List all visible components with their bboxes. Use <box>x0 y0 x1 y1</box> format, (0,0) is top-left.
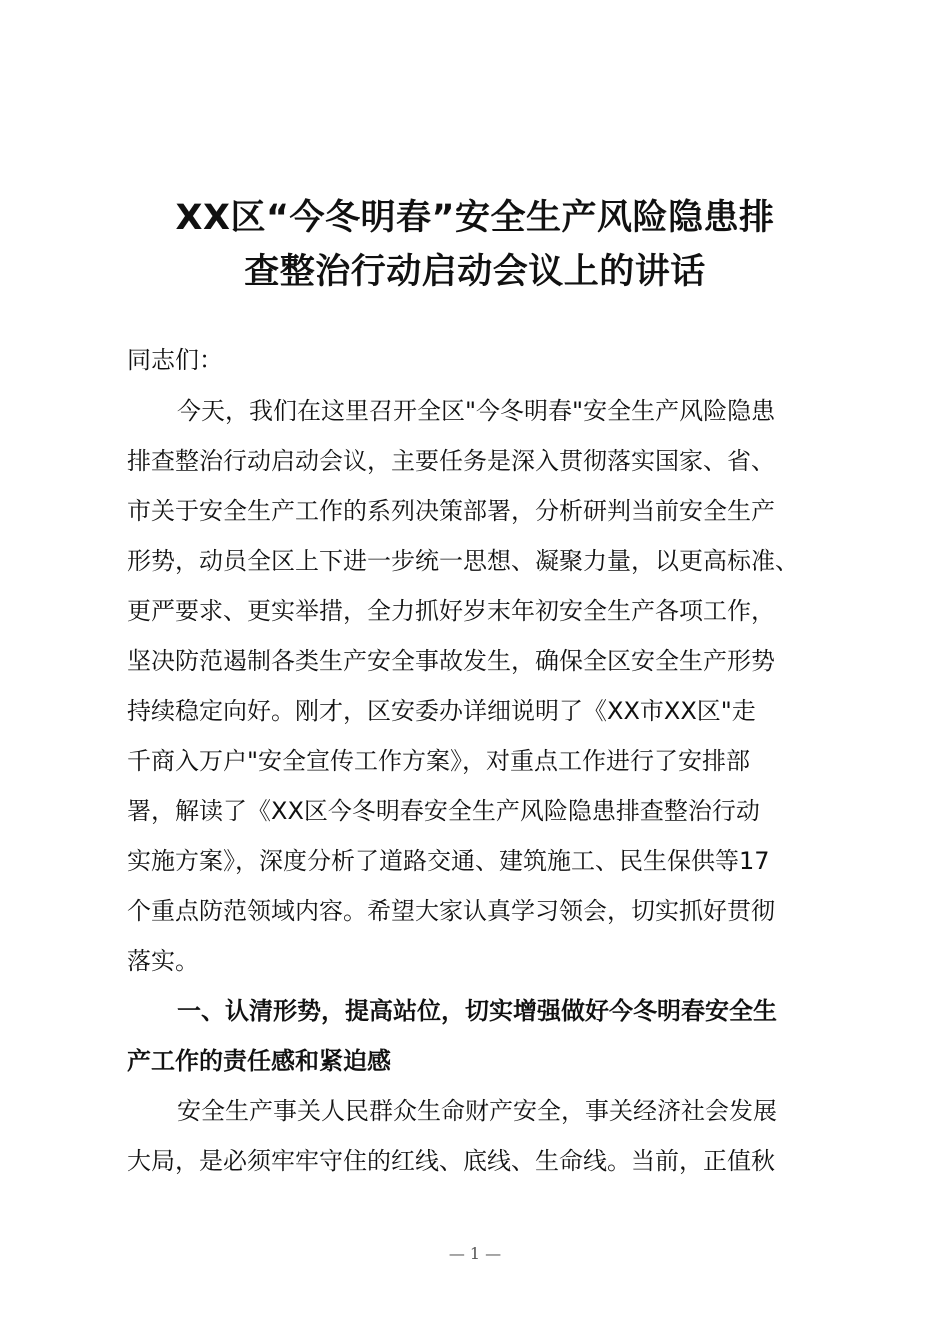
paragraph-line: 落实。 <box>127 947 199 975</box>
paragraph-line: 市关于安全生产工作的系列决策部署，分析研判当前安全生产 <box>127 497 775 525</box>
paragraph-line: 形势，动员全区上下进一步统一思想、凝聚力量，以更高标准、 <box>127 547 799 575</box>
paragraph-line: 排查整治行动启动会议，主要任务是深入贯彻落实国家、省、 <box>127 447 775 475</box>
paragraph-line: 安全生产事关人民群众生命财产安全，事关经济社会发展 <box>177 1097 777 1125</box>
heading-line: 一、认清形势，提高站位，切实增强做好今冬明春安全生 <box>177 997 777 1025</box>
paragraph-line: 持续稳定向好。刚才，区安委办详细说明了《XX市XX区"走 <box>127 697 756 725</box>
salutation: 同志们： <box>127 346 223 374</box>
paragraph-line: 大局，是必须牢牢守住的红线、底线、生命线。当前，正值秋 <box>127 1147 775 1175</box>
paragraph-line: 署，解读了《XX区今冬明春安全生产风险隐患排查整治行动 <box>127 797 760 825</box>
document-title-line-1: XX区“今冬明春”安全生产风险隐患排 <box>175 198 775 238</box>
paragraph-line: 更严要求、更实举措，全力抓好岁末年初安全生产各项工作， <box>127 597 775 625</box>
paragraph-line: 今天，我们在这里召开全区"今冬明春"安全生产风险隐患 <box>177 397 776 425</box>
page-number: — 1 — <box>448 1244 502 1263</box>
heading-line: 产工作的责任感和紧迫感 <box>127 1047 391 1075</box>
paragraph-line: 坚决防范遏制各类生产安全事故发生，确保全区安全生产形势 <box>127 647 775 675</box>
paragraph-line: 千商入万户"安全宣传工作方案》，对重点工作进行了安排部 <box>127 747 751 775</box>
document-title-line-2: 查整治行动启动会议上的讲话 <box>244 252 706 292</box>
paragraph-line: 实施方案》，深度分析了道路交通、建筑施工、民生保供等17 <box>127 847 770 875</box>
paragraph-line: 个重点防范领域内容。希望大家认真学习领会，切实抓好贯彻 <box>127 897 775 925</box>
